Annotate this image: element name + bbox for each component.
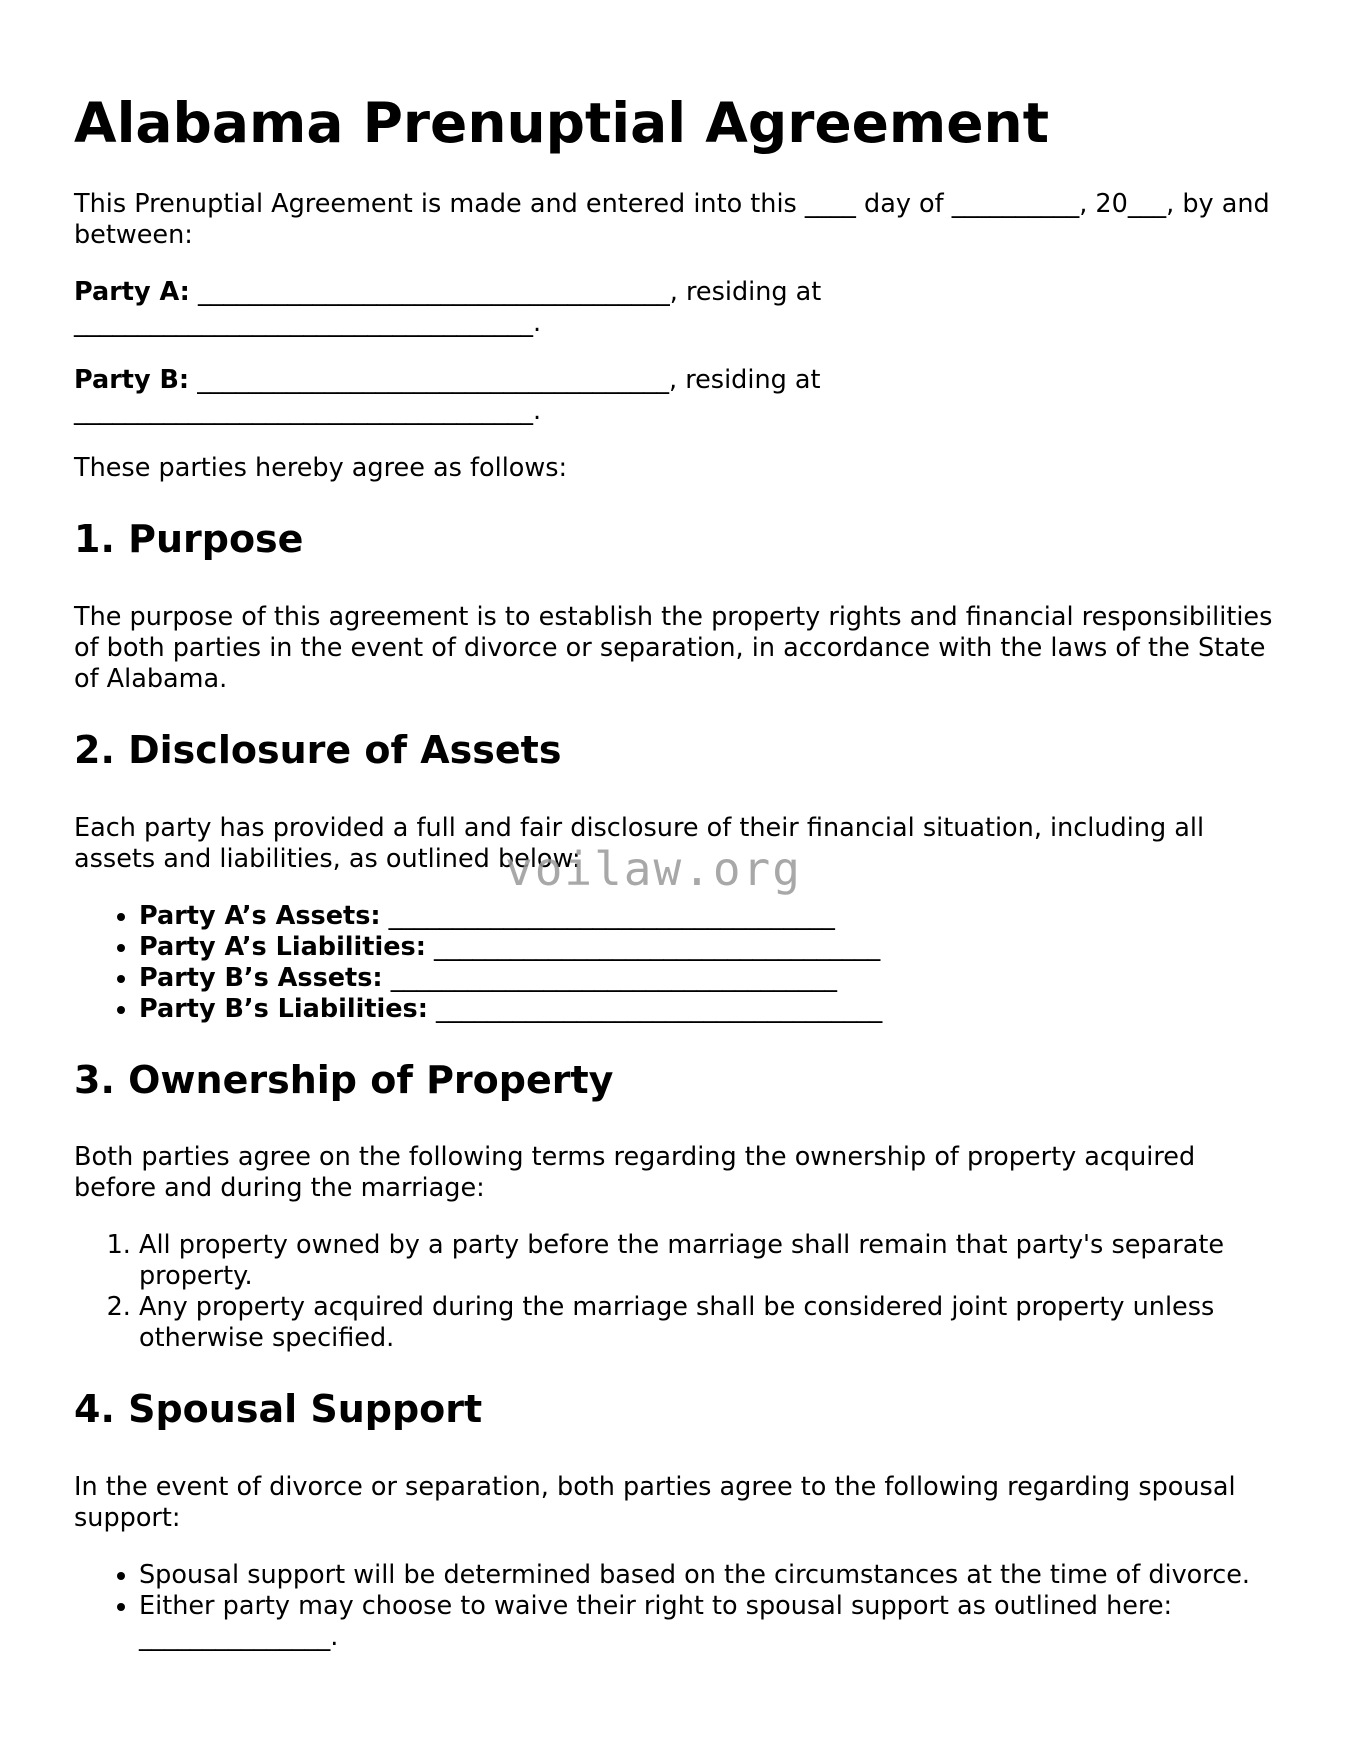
party-b-line [74,365,1274,427]
section-heading-disclosure: 2. Disclosure of Assets [74,727,562,772]
item-blank: ___________________________________ [382,962,837,993]
list-item [139,963,1274,994]
item-label: Party A’s Liabilities: [139,931,426,962]
intro-paragraph: This Prenuptial Agreement is made and entered into this ____ day of __________, 20___, by and between: [74,189,1270,251]
party-a-blank: _____________________________________, residing at ____________________________________. [74,277,822,339]
document-title: Alabama Prenuptial Agreement [74,91,1049,155]
party-b-label: Party B: [74,365,190,396]
item-blank: ___________________________________ [427,993,883,1024]
disclosure-list [74,901,1274,1025]
item-label: Party B’s Assets: [139,962,383,993]
item-blank: ___________________________________ [425,931,881,962]
list-item: • Spousal support will be determined based on the circumstances at the time of divorce. [139,1560,1274,1591]
list-item: 1. All property owned by a party before the marriage shall remain that party's separate property. [139,1230,1274,1292]
item-label: Party A’s Assets: [139,900,381,931]
list-item [139,901,1274,932]
support-list [74,1560,1274,1653]
party-a-line [74,277,1274,339]
list-item [139,932,1274,963]
support-body: In the event of divorce or separation, both parties agree to the following regarding spousal support: [74,1472,1236,1533]
party-a-label: Party A: [74,277,190,308]
agree-line: These parties hereby agree as follows: [74,453,568,484]
disclosure-body: Each party has provided a full and fair disclosure of their financial situation, including all assets and liabilities, as outlined below: [74,812,1205,874]
list-item [139,994,1274,1025]
purpose-body: The purpose of this agreement is to establish the property rights and financial responsibilities of both parties in the event of divorce or separation, in accordance with the laws of the State of Alabama. [74,601,1273,694]
item-blank: ___________________________________ [380,900,835,931]
section-heading-support: 4. Spousal Support [74,1387,483,1432]
section-heading-purpose: 1. Purpose [74,517,304,562]
list-item: • Either party may choose to waive their right to spousal support as outlined here: _______________. [139,1591,1274,1653]
ownership-body: Both parties agree on the following terms regarding the ownership of property acquired before and during the marriage: [74,1142,1196,1204]
party-b-blank: _____________________________________, residing at ____________________________________. [74,365,821,427]
section-heading-ownership: 3. Ownership of Property [74,1057,614,1102]
watermark: voilaw.org [505,842,802,896]
ownership-list [74,1230,1274,1354]
item-label: Party B’s Liabilities: [139,993,428,1024]
list-item: 2. Any property acquired during the marriage shall be considered joint property unless otherwise specified. [139,1292,1274,1354]
